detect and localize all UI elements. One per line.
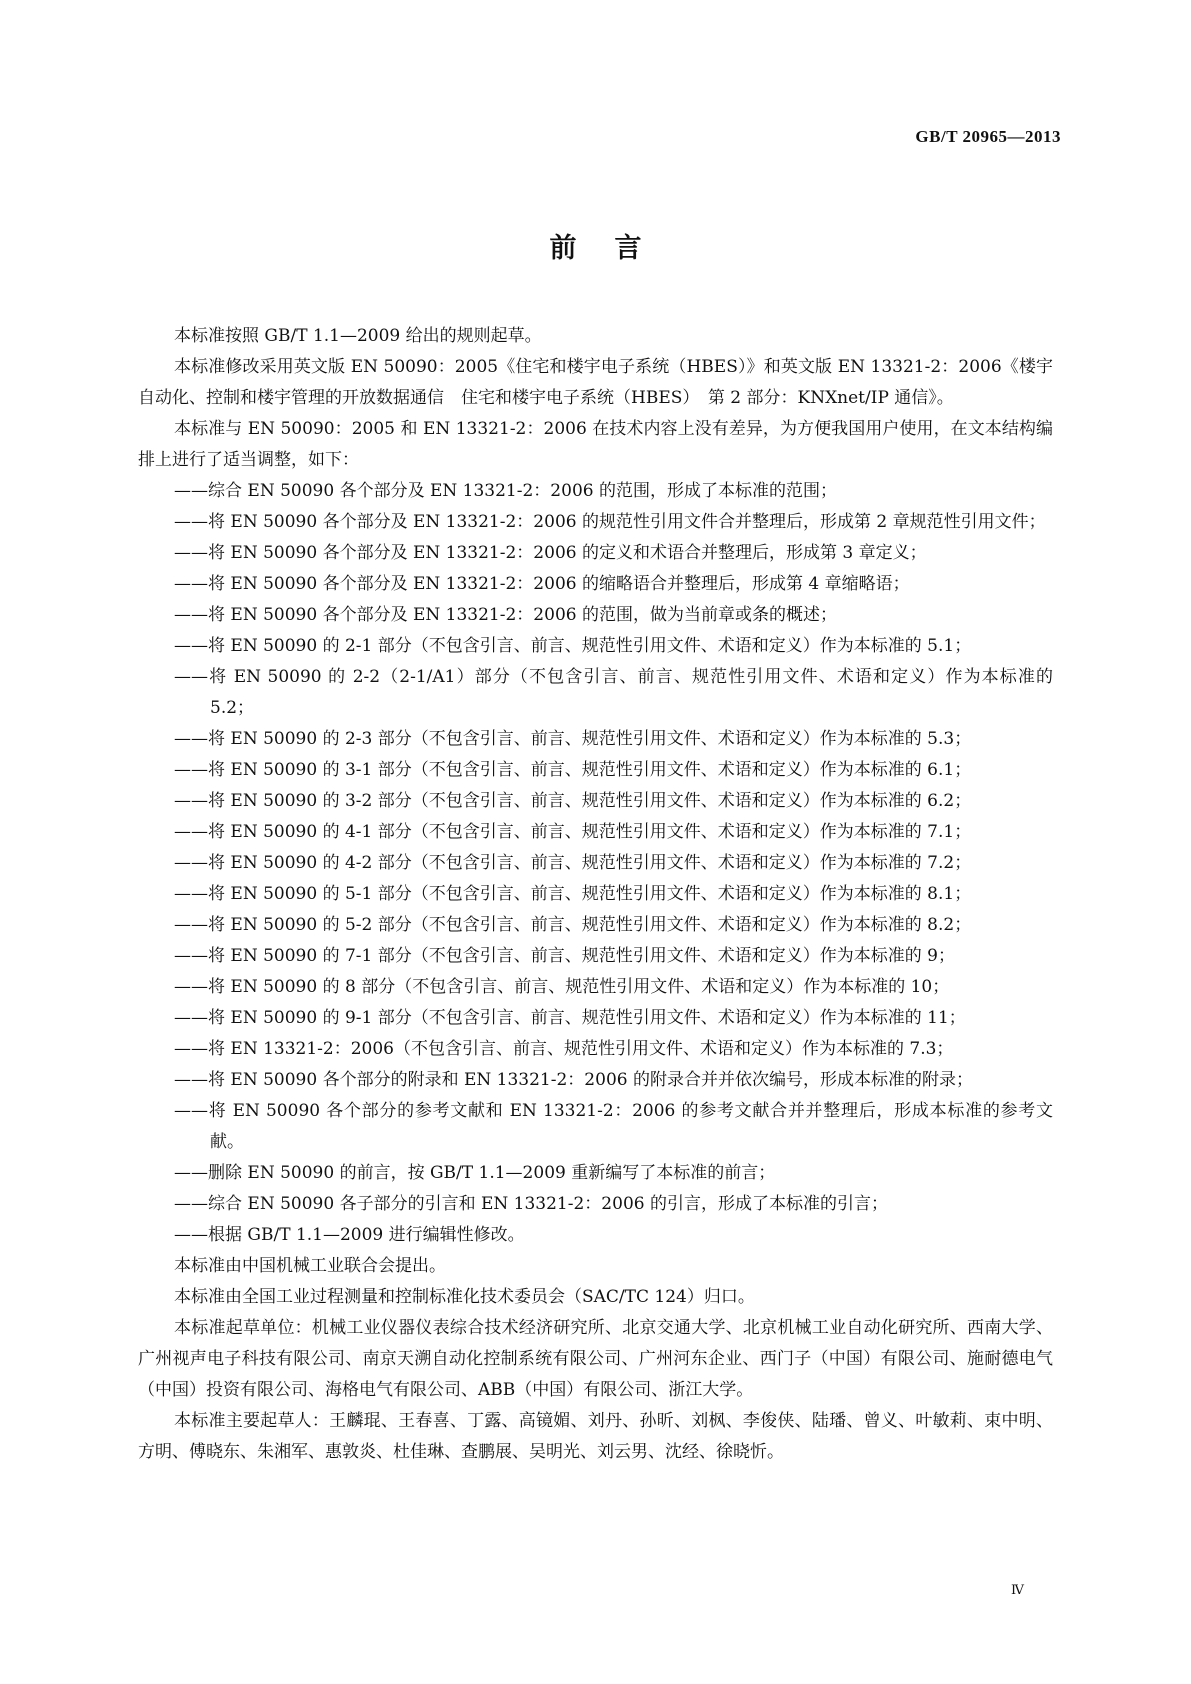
list-item: ——根据 GB/T 1.1—2009 进行编辑性修改。 bbox=[174, 1225, 525, 1245]
list-item: ——将 EN 50090 各个部分的参考文献和 EN 13321-2：2006 的参考文献合并并整理后，形成本标准的参考文献。 bbox=[174, 1101, 1053, 1152]
standard-number: GB/T 20965—2013 bbox=[915, 127, 1061, 146]
list-item: ——将 EN 50090 的 4-2 部分（不包含引言、前言、规范性引用文件、术语和定义）作为本标准的 7.2； bbox=[174, 853, 972, 873]
page-title: 前言 bbox=[549, 233, 680, 264]
list-item: ——将 EN 50090 的 5-2 部分（不包含引言、前言、规范性引用文件、术语和定义）作为本标准的 8.2； bbox=[174, 915, 972, 935]
list-item: ——综合 EN 50090 各子部分的引言和 EN 13321-2：2006 的引言，形成了本标准的引言； bbox=[174, 1194, 888, 1214]
list-item: ——将 EN 50090 的 5-1 部分（不包含引言、前言、规范性引用文件、术语和定义）作为本标准的 8.1； bbox=[174, 884, 972, 904]
paragraph-drafting-units: 本标准起草单位：机械工业仪器仪表综合技术经济研究所、北京交通大学、北京机械工业自动化研究所、西南大学、广州视声电子科技有限公司、南京天溯自动化控制系统有限公司、广州河东企业、西门子（中国）有限公司、施耐德电气（中国）投资有限公司、海格电气有限公司、ABB（中国）有限公司、浙江大学。 bbox=[138, 1318, 1053, 1400]
paragraph-drafters: 本标准主要起草人：王麟琨、王春喜、丁露、高镜媚、刘丹、孙昕、刘枫、李俊侠、陆璠、曾义、叶敏莉、束中明、方明、傅晓东、朱湘军、惠敦炎、杜佳琳、查鹏展、吴明光、刘云男、沈经、徐晓忻。 bbox=[138, 1411, 1053, 1462]
paragraph-drafting-rules: 本标准按照 GB/T 1.1—2009 给出的规则起草。 bbox=[174, 326, 542, 346]
foreword-body bbox=[138, 321, 1053, 1468]
paragraph-committee: 本标准由全国工业过程测量和控制标准化技术委员会（SAC/TC 124）归口。 bbox=[174, 1287, 755, 1307]
list-item: ——将 EN 50090 的 8 部分（不包含引言、前言、规范性引用文件、术语和定义）作为本标准的 10； bbox=[174, 977, 950, 997]
list-item: ——将 EN 50090 的 9-1 部分（不包含引言、前言、规范性引用文件、术语和定义）作为本标准的 11； bbox=[174, 1008, 966, 1028]
list-item: ——将 EN 13321-2：2006（不包含引言、前言、规范性引用文件、术语和定义）作为本标准的 7.3； bbox=[174, 1039, 954, 1059]
list-item: ——将 EN 50090 各个部分及 EN 13321-2：2006 的缩略语合并整理后，形成第 4 章缩略语； bbox=[174, 574, 910, 594]
list-item: ——将 EN 50090 的 7-1 部分（不包含引言、前言、规范性引用文件、术语和定义）作为本标准的 9； bbox=[174, 946, 955, 966]
paragraph-adoption: 本标准修改采用英文版 EN 50090：2005《住宅和楼宇电子系统（HBES）》和英文版 EN 13321-2：2006《楼宇自动化、控制和楼宇管理的开放数据通信 住宅和楼宇电子系统（HBES） 第 2 部分：KNXnet/IP 通信》。 bbox=[138, 357, 1053, 408]
list-item: ——将 EN 50090 各个部分及 EN 13321-2：2006 的规范性引用文件合并整理后，形成第 2 章规范性引用文件； bbox=[174, 512, 1046, 532]
list-item: ——将 EN 50090 各个部分及 EN 13321-2：2006 的范围，做为当前章或条的概述； bbox=[174, 605, 837, 625]
list-item: ——综合 EN 50090 各个部分及 EN 13321-2：2006 的范围，形成了本标准的范围； bbox=[174, 481, 837, 501]
list-item: ——将 EN 50090 的 3-1 部分（不包含引言、前言、规范性引用文件、术语和定义）作为本标准的 6.1； bbox=[174, 760, 972, 780]
list-item: ——将 EN 50090 的 3-2 部分（不包含引言、前言、规范性引用文件、术语和定义）作为本标准的 6.2； bbox=[174, 791, 972, 811]
list-item: ——将 EN 50090 各个部分的附录和 EN 13321-2：2006 的附录合并并依次编号，形成本标准的附录； bbox=[174, 1070, 973, 1090]
list-item: ——将 EN 50090 的 2-2（2-1/A1）部分（不包含引言、前言、规范性引用文件、术语和定义）作为本标准的 5.2； bbox=[174, 667, 1053, 718]
list-item: ——删除 EN 50090 的前言，按 GB/T 1.1—2009 重新编写了本标准的前言； bbox=[174, 1163, 776, 1183]
list-item: ——将 EN 50090 的 2-1 部分（不包含引言、前言、规范性引用文件、术语和定义）作为本标准的 5.1； bbox=[174, 636, 972, 656]
list-item: ——将 EN 50090 各个部分及 EN 13321-2：2006 的定义和术语合并整理后，形成第 3 章定义； bbox=[174, 543, 927, 563]
list-item: ——将 EN 50090 的 2-3 部分（不包含引言、前言、规范性引用文件、术语和定义）作为本标准的 5.3； bbox=[174, 729, 972, 749]
list-item: ——将 EN 50090 的 4-1 部分（不包含引言、前言、规范性引用文件、术语和定义）作为本标准的 7.1； bbox=[174, 822, 972, 842]
structure-change-list bbox=[138, 476, 1053, 1251]
page-number: Ⅳ bbox=[1011, 1582, 1024, 1597]
paragraph-differences: 本标准与 EN 50090：2005 和 EN 13321-2：2006 在技术内容上没有差异，为方便我国用户使用，在文本结构编排上进行了适当调整，如下： bbox=[138, 419, 1053, 470]
paragraph-proposer: 本标准由中国机械工业联合会提出。 bbox=[174, 1256, 446, 1276]
